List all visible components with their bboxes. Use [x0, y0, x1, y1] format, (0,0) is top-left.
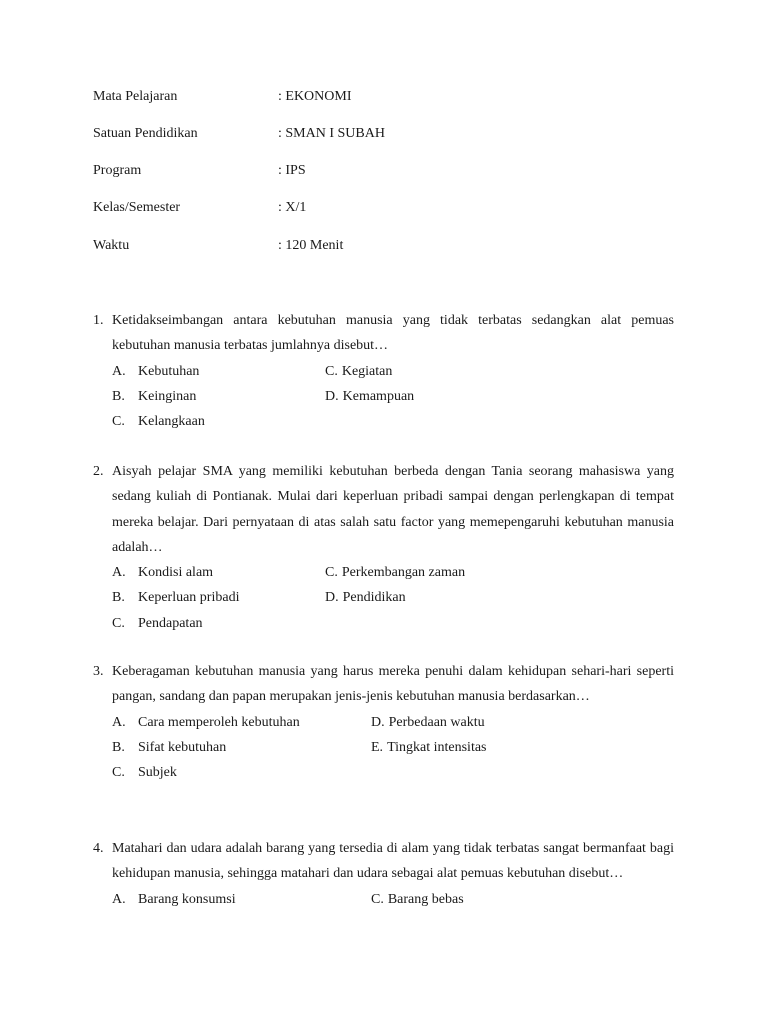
- question-2: [93, 459, 674, 636]
- header-value: : SMAN I SUBAH: [278, 126, 385, 141]
- option-letter: C.: [325, 363, 338, 379]
- question-text: Keberagaman kebutuhan manusia yang harus mereka penuhi dalam kehidupan sehari-hari seperti pangan, sandang dan papan merupakan jenis-jenis kebutuhan manusia berdasarkan…: [112, 664, 674, 705]
- header-label: Program: [93, 163, 142, 178]
- option-letter: A.: [112, 565, 126, 581]
- header-label: Waktu: [93, 238, 130, 253]
- option-d[interactable]: [325, 384, 414, 409]
- option-text: Keperluan pribadi: [138, 590, 240, 606]
- option-letter: A.: [112, 714, 126, 730]
- option-letter: D.: [325, 388, 339, 404]
- option-text: Barang konsumsi: [138, 891, 236, 907]
- option-letter: C.: [371, 891, 384, 907]
- option-text: Cara memperoleh kebutuhan: [138, 714, 300, 730]
- option-b[interactable]: [112, 585, 239, 610]
- question-options: [112, 560, 674, 636]
- option-letter: A.: [112, 891, 126, 907]
- option-c[interactable]: [371, 887, 464, 912]
- question-number: 2.: [93, 464, 104, 479]
- question-text: Aisyah pelajar SMA yang memiliki kebutuhan berbeda dengan Tania seorang mahasiswa yang sedang kuliah di Pontianak. Mulai dari keperluan pribadi sampai dengan perlengkapan di tempat mereka belajar. Dari pernyataan di atas salah satu factor yang memepengaruhi kebutuhan manusia adalah…: [112, 464, 674, 555]
- header-value: : IPS: [278, 163, 306, 178]
- option-letter: D.: [325, 590, 339, 606]
- option-text: Pendidikan: [342, 590, 406, 606]
- option-text: Kelangkaan: [138, 414, 205, 430]
- question-number: 1.: [93, 313, 104, 328]
- question-text: Ketidakseimbangan antara kebutuhan manusia yang tidak terbatas sedangkan alat pemuas kebutuhan manusia terbatas jumlahnya disebut…: [112, 313, 674, 354]
- option-a[interactable]: [112, 560, 213, 585]
- header-value: : 120 Menit: [278, 238, 344, 253]
- option-text: Kondisi alam: [138, 565, 214, 581]
- option-letter: B.: [112, 590, 125, 606]
- option-e[interactable]: [371, 735, 487, 760]
- option-letter: E.: [371, 739, 384, 755]
- question-options: [112, 887, 674, 912]
- option-d[interactable]: [325, 585, 406, 610]
- option-letter: B.: [112, 388, 125, 404]
- option-c[interactable]: [325, 560, 465, 585]
- option-text: Tingkat intensitas: [387, 739, 487, 755]
- option-letter: A.: [112, 363, 126, 379]
- option-text: Kegiatan: [341, 363, 393, 379]
- question-3: [93, 659, 674, 785]
- option-c-lower[interactable]: [112, 611, 203, 636]
- option-letter: B.: [112, 739, 125, 755]
- option-b[interactable]: [112, 735, 226, 760]
- header-value: : EKONOMI: [278, 89, 352, 104]
- option-text: Sifat kebutuhan: [138, 739, 227, 755]
- option-a[interactable]: [112, 710, 300, 735]
- option-text: Kebutuhan: [138, 363, 200, 379]
- header-value: : X/1: [278, 200, 307, 215]
- question-text: Matahari dan udara adalah barang yang tersedia di alam yang tidak terbatas sangat bermanfaat bagi kehidupan manusia, sehingga matahari dan udara sebagai alat pemuas kebutuhan disebut…: [112, 841, 674, 882]
- option-d[interactable]: [371, 710, 485, 735]
- option-text: Perkembangan zaman: [341, 565, 466, 581]
- option-letter: C.: [325, 565, 338, 581]
- question-1: [93, 308, 674, 434]
- question-options: [112, 359, 674, 435]
- option-letter: C.: [112, 414, 125, 430]
- option-letter: C.: [112, 615, 125, 631]
- question-options: [112, 710, 674, 786]
- option-b[interactable]: [112, 384, 196, 409]
- option-text: Pendapatan: [138, 615, 203, 631]
- option-letter: D.: [371, 714, 385, 730]
- option-c-lower[interactable]: [112, 409, 205, 434]
- header-label: Mata Pelajaran: [93, 89, 178, 104]
- option-text: Perbedaan waktu: [388, 714, 485, 730]
- option-text: Kemampuan: [342, 388, 415, 404]
- question-4: [93, 836, 674, 912]
- option-letter: C.: [112, 765, 125, 781]
- option-text: Keinginan: [138, 388, 197, 404]
- option-a[interactable]: [112, 887, 236, 912]
- header-label: Satuan Pendidikan: [93, 126, 198, 141]
- option-c[interactable]: [112, 760, 177, 785]
- option-text: Subjek: [138, 765, 177, 781]
- option-a[interactable]: [112, 359, 199, 384]
- question-number: 3.: [93, 664, 104, 679]
- header-label: Kelas/Semester: [93, 200, 181, 215]
- option-text: Barang bebas: [387, 891, 464, 907]
- option-c[interactable]: [325, 359, 392, 384]
- question-number: 4.: [93, 841, 104, 856]
